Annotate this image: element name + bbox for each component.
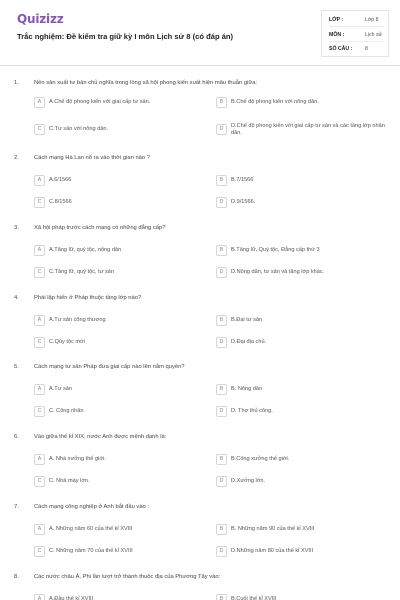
question-number: 3. [14,225,19,231]
option-text: C.Tăng lữ, quý tộc, tư sản [49,269,115,275]
quizizz-logo[interactable]: Quizizz [17,12,64,26]
option-letter: B [216,175,227,186]
option-text: B.Cuối thế kỉ XVIII [231,596,277,600]
option-letter: A [34,97,45,108]
option-text: B.Tăng lữ, Quý tộc, Đẳng cấp thứ 3 [231,247,320,253]
question-number: 8. [14,574,19,580]
option-text: A. Những năm 60 của thế kỉ XVIII [49,526,133,532]
option-letter: D [216,337,227,348]
meta-row-subject [329,30,384,40]
option-letter: C [34,197,45,208]
option-text: D.Đại địa chủ. [231,339,267,345]
option-letter: D [216,476,227,487]
option-text: A.6/1566 [49,177,72,183]
option-letter: C [34,546,45,557]
question-text: Cách mạng tư sản Pháp đưa giai cấp nào lên nắm quyền? [34,364,185,370]
option-text: C. Nhà máy lớn. [49,478,90,484]
option-text: B. Những năm 90 của thế kỉ XVIII [231,526,315,532]
option-text: B.Công xưởng thế giới. [231,456,290,462]
option-letter: D [216,124,227,135]
question-number: 2. [14,155,19,161]
option-text: D.Nông dân, tư sản và tăng lớp khác. [231,269,325,275]
option-text: C. Công nhân [49,408,84,414]
option-letter: B [216,454,227,465]
option-letter: D [216,267,227,278]
option-text: B. Nông dân [231,386,263,392]
option-letter: C [34,267,45,278]
question-text: Cách mạng công nghiệp ở Anh bắt đầu vào : [34,504,149,510]
option-letter: C [34,406,45,417]
option-letter: D [216,546,227,557]
question-text: Nền sản xuất tư bản chủ nghĩa trong lòng xã hội phong kiến xuất hiện mâu thuẫn giữa: [34,80,258,86]
meta-info-box [321,10,389,57]
option-letter: A [34,384,45,395]
option-letter: C [34,337,45,348]
question-text: Cách mạng Hà Lan nổ ra vào thời gian nào ? [34,155,150,161]
option-letter: A [34,245,45,256]
option-letter: D [216,406,227,417]
option-text: D.Chế độ phong kiến với giai cấp tư sản và các tầng lớp nhân dân. [231,123,385,136]
question-number: 6. [14,434,19,440]
option-letter: B [216,524,227,535]
meta-row-class [329,15,384,25]
question-number: 7. [14,504,19,510]
meta-label: SỐ CÂU : [329,46,353,52]
option-letter: B [216,315,227,326]
question-text: Xã hội pháp trước cách mạng có những đẳng cấp? [34,225,166,231]
option-text: C.Tư sản với nông dân. [49,126,109,132]
header-divider [0,65,400,66]
option-text: A.Chế độ phong kiến với giai cấp tư sản. [49,99,151,105]
option-letter: B [216,97,227,108]
option-text: D.Những năm 80 của thế kỉ XVIII [231,548,314,554]
question-number: 5. [14,364,19,370]
option-text: A.Tư sản công thương [49,317,106,323]
meta-value: 8 [365,46,368,52]
option-letter: B [216,594,227,600]
option-letter: C [34,124,45,135]
question-text: Các nước châu Á, Phi lần lượt trở thành thuộc địa của Phương Tây vào: [34,574,221,580]
option-text: A.Tăng lữ, quý tộc, nông dân [49,247,122,253]
option-text: C.Qúy tộc mới [49,339,85,345]
option-text: D. Thợ thủ công. [231,408,273,414]
option-text: D.Xưởng lớn. [231,478,266,484]
option-letter: C [34,476,45,487]
option-letter: B [216,384,227,395]
meta-label: MÔN : [329,32,345,38]
option-text: A. Nhà xưởng thế giới. [49,456,106,462]
option-letter: B [216,245,227,256]
page-header [0,0,400,64]
option-letter: D [216,197,227,208]
question-text: Vào giữa thế kỉ XIX, nước Anh được mệnh danh là: [34,434,167,440]
option-letter: A [34,524,45,535]
option-letter: A [34,175,45,186]
question-text: Phái lập hiến ở Pháp thuộc tầng lớp nào? [34,295,142,301]
page-title: Trắc nghiệm: Đề kiểm tra giữ kỳ I môn Lịch sử 8 (có đáp án) [17,32,234,41]
option-letter: A [34,315,45,326]
option-text: B.Đại tư sản [231,317,263,323]
meta-label: LỚP : [329,17,344,23]
option-text: C.8/1566 [49,199,72,205]
option-text: B.7/1566 [231,177,254,183]
option-text: C. Những năm 70 của thế kỉ XVIII [49,548,133,554]
option-text: D.9/1566. [231,199,256,205]
option-text: B.Chế độ phong kiến với nông dân. [231,99,319,105]
question-number: 1. [14,80,19,86]
meta-value: Lịch sử [365,32,383,38]
meta-row-count [329,44,384,54]
option-text: A.Tư sản [49,386,73,392]
option-letter: A [34,454,45,465]
meta-value: Lớp 8 [365,17,379,23]
question-number: 4. [14,295,19,301]
option-letter: A [34,594,45,600]
option-text: A.Đầu thế kỉ XVIII [49,596,94,600]
